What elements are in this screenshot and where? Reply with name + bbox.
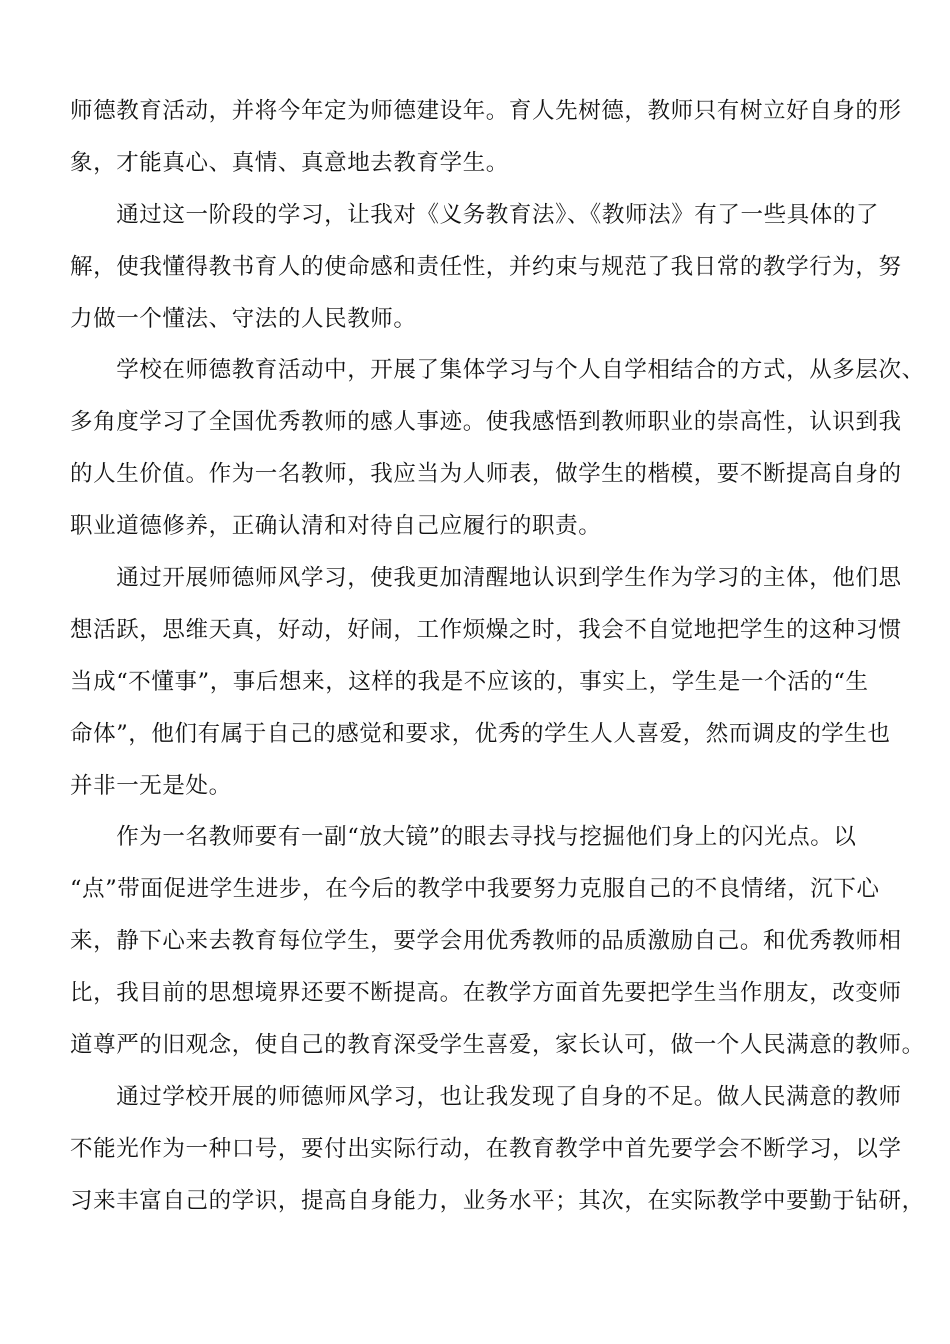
text-line: 习来丰富自己的学识，提高自身能力，业务水平；其次，在实际教学中要勤于钻研，	[70, 1187, 925, 1214]
text-line: 的人生价值。作为一名教师，我应当为人师表，做学生的楷模，要不断提高自身的	[70, 461, 902, 488]
text-line: 不能光作为一种口号，要付出实际行动，在教育教学中首先要学会不断学习，以学	[70, 1135, 902, 1162]
text-line: 想活跃，思维天真，好动，好闹，工作烦燥之时，我会不自觉地把学生的这种习惯	[70, 616, 902, 643]
text-line: 道尊严的旧观念，使自己的教育深受学生喜爱，家长认可，做一个人民满意的教师。	[70, 1032, 925, 1059]
paragraph	[70, 553, 902, 812]
text-line: 力做一个懂法、守法的人民教师。	[70, 305, 417, 332]
text-line: 师德教育活动，并将今年定为师德建设年。育人先树德，教师只有树立好自身的形	[70, 98, 902, 124]
text-line: 解，使我懂得教书育人的使命感和责任性，并约束与规范了我日常的教学行为，努	[70, 253, 902, 280]
text-line: 多角度学习了全国优秀教师的感人事迹。使我感悟到教师职业的崇高性，认识到我	[70, 409, 902, 436]
text-line: 当成“不懂事”，事后想来，这样的我是不应该的，事实上，学生是一个活的“生	[70, 668, 869, 695]
text-line: 学校在师德教育活动中，开展了集体学习与个人自学相结合的方式，从多层次、	[70, 357, 925, 384]
paragraph	[70, 345, 925, 553]
text-line: 通过学校开展的师德师风学习，也让我发现了自身的不足。做人民满意的教师	[70, 1083, 902, 1110]
text-line: 职业道德修养，正确认清和对待自己应履行的职责。	[70, 513, 602, 540]
document-page	[70, 86, 925, 1228]
text-line: 作为一名教师要有一副“放大镜”的眼去寻找与挖掘他们身上的闪光点。以	[70, 824, 857, 851]
paragraph	[70, 812, 925, 1071]
text-line: 比，我目前的思想境界还要不断提高。在教学方面首先要把学生当作朋友，改变师	[70, 980, 902, 1007]
text-line: 来，静下心来去教育每位学生，要学会用优秀教师的品质激励自己。和优秀教师相	[70, 928, 902, 955]
paragraph	[70, 190, 902, 346]
text-line: 象，才能真心、真情、真意地去教育学生。	[70, 149, 509, 176]
text-line: 通过这一阶段的学习，让我对《义务教育法》、《教师法》有了一些具体的了	[70, 201, 880, 228]
text-line: “点”带面促进学生进步，在今后的教学中我要努力克服自己的不良情绪，沉下心	[70, 876, 880, 903]
text-line: 通过开展师德师风学习，使我更加清醒地认识到学生作为学习的主体，他们思	[70, 565, 902, 592]
paragraph	[70, 86, 902, 190]
text-line: 命体”，他们有属于自己的感觉和要求，优秀的学生人人喜爱，然而调皮的学生也	[70, 720, 891, 747]
paragraph	[70, 1072, 925, 1228]
text-line: 并非一无是处。	[70, 772, 232, 799]
